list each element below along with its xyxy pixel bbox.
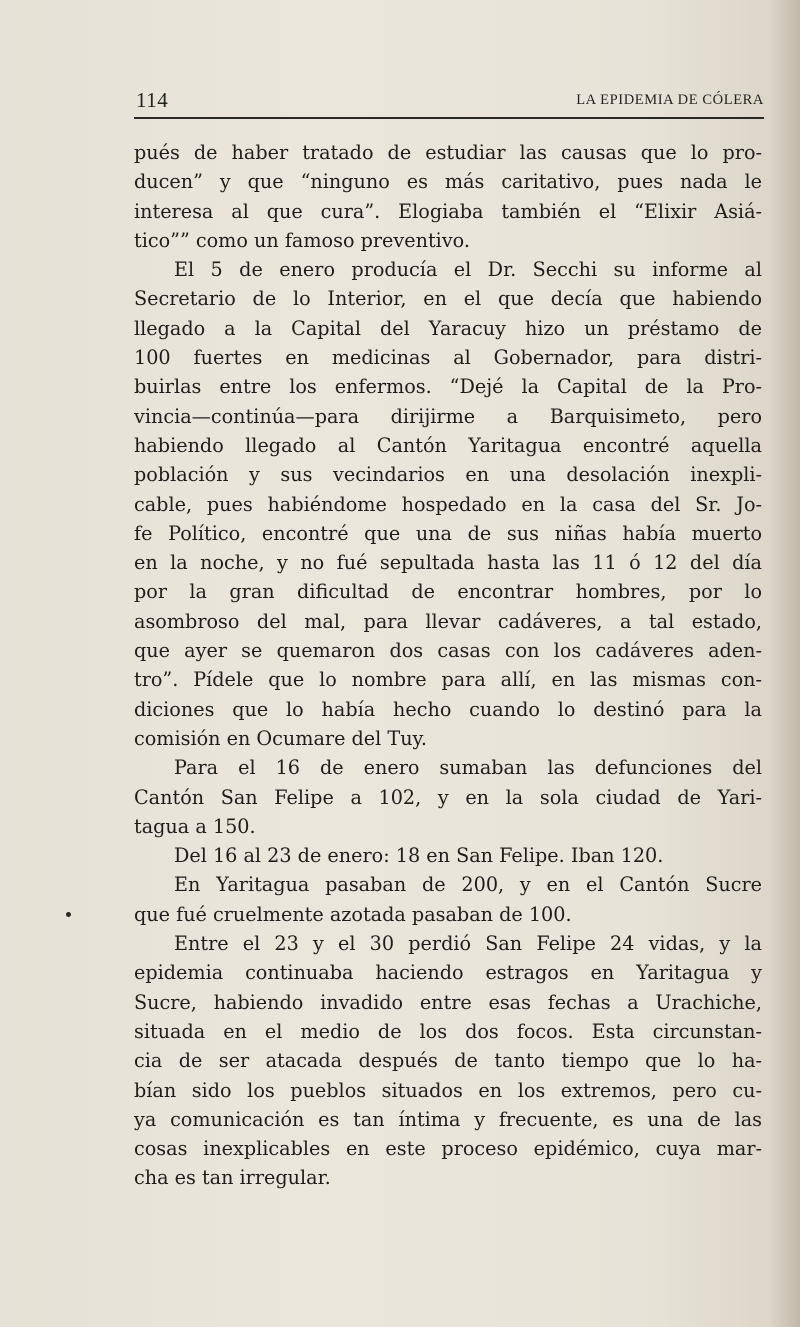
- text-line: habiendo llegado al Cantón Yaritagua encontré aquella: [134, 433, 762, 457]
- text-line: Sucre, habiendo invadido entre esas fechas a Urachiche,: [134, 990, 762, 1014]
- text-line: ya comunicación es tan íntima y frecuente, es una de las: [134, 1107, 762, 1131]
- text-line: cable, pues habiéndome hospedado en la casa del Sr. Jo-: [134, 492, 762, 516]
- paragraph: [134, 870, 762, 929]
- text-line: llegado a la Capital del Yaracuy hizo un préstamo de: [134, 316, 762, 340]
- text-line: asombroso del mal, para llevar cadáveres, a tal estado,: [134, 609, 762, 633]
- page-edge-shadow: [770, 0, 800, 1327]
- paragraph: [134, 138, 762, 255]
- text-line: diciones que lo había hecho cuando lo destinó para la: [134, 697, 762, 721]
- text-line: Cantón San Felipe a 102, y en la sola ciudad de Yari-: [134, 785, 762, 809]
- text-line: interesa al que cura”. Elogiaba también el “Elixir Asiá-: [134, 199, 762, 223]
- text-line: Entre el 23 y el 30 perdió San Felipe 24 vidas, y la: [174, 932, 762, 956]
- text-line: cia de ser atacada después de tanto tiempo que lo ha-: [134, 1049, 762, 1073]
- text-line: pués de haber tratado de estudiar las causas que lo pro-: [134, 141, 762, 164]
- text-line: El 5 de enero producía el Dr. Secchi su informe al: [174, 258, 762, 282]
- text-line: Para el 16 de enero sumaban las defunciones del: [174, 756, 762, 780]
- text-line: En Yaritagua pasaban de 200, y en el Cantón Sucre: [174, 873, 762, 897]
- text-line: que fué cruelmente azotada pasaban de 100.: [134, 902, 572, 926]
- text-line: en la noche, y no fué sepultada hasta las 11 ó 12 del día: [134, 551, 762, 575]
- text-line: situada en el medio de los dos focos. Esta circunstan-: [134, 1019, 762, 1043]
- page-number: 114: [136, 88, 169, 112]
- running-head: [134, 88, 764, 114]
- text-line: cha es tan irregular.: [134, 1166, 331, 1190]
- text-line: tro”. Pídele que lo nombre para allí, en las mismas con-: [134, 668, 762, 692]
- text-line: bían sido los pueblos situados en los extremos, pero cu-: [134, 1078, 762, 1102]
- paragraph: [134, 255, 762, 753]
- text-line: ducen” y que “ninguno es más caritativo, pues nada le: [134, 170, 762, 194]
- paragraph: [134, 841, 762, 870]
- text-line: Del 16 al 23 de enero: 18 en San Felipe. Iban 120.: [174, 844, 664, 868]
- text-line: 100 fuertes en medicinas al Gobernador, para distri-: [134, 346, 762, 370]
- text-line: tico”” como un famoso preventivo.: [134, 228, 470, 252]
- text-line: fe Político, encontré que una de sus niñas había muerto: [134, 521, 762, 545]
- text-line: por la gran dificultad de encontrar hombres, por lo: [134, 580, 762, 604]
- paragraph: [134, 929, 762, 1193]
- text-line: comisión en Ocumare del Tuy.: [134, 726, 427, 750]
- paragraph: [134, 753, 762, 841]
- body-text: [134, 138, 762, 1193]
- ink-speck: [66, 912, 71, 917]
- text-line: epidemia continuaba haciendo estragos en Yaritagua y: [134, 961, 762, 985]
- header-rule: [134, 117, 764, 119]
- text-line: cosas inexplicables en este proceso epidémico, cuya mar-: [134, 1137, 762, 1161]
- text-line: vincia—continúa—para dirijirme a Barquisimeto, pero: [134, 404, 762, 428]
- text-line: buirlas entre los enfermos. “Dejé la Capital de la Pro-: [134, 375, 762, 399]
- text-line: población y sus vecindarios en una desolación inexpli-: [134, 463, 762, 487]
- text-line: que ayer se quemaron dos casas con los cadáveres aden-: [134, 639, 762, 663]
- text-line: tagua a 150.: [134, 814, 256, 838]
- text-line: Secretario de lo Interior, en el que decía que habiendo: [134, 287, 762, 311]
- running-title: LA EPIDEMIA DE CÓLERA: [576, 92, 764, 108]
